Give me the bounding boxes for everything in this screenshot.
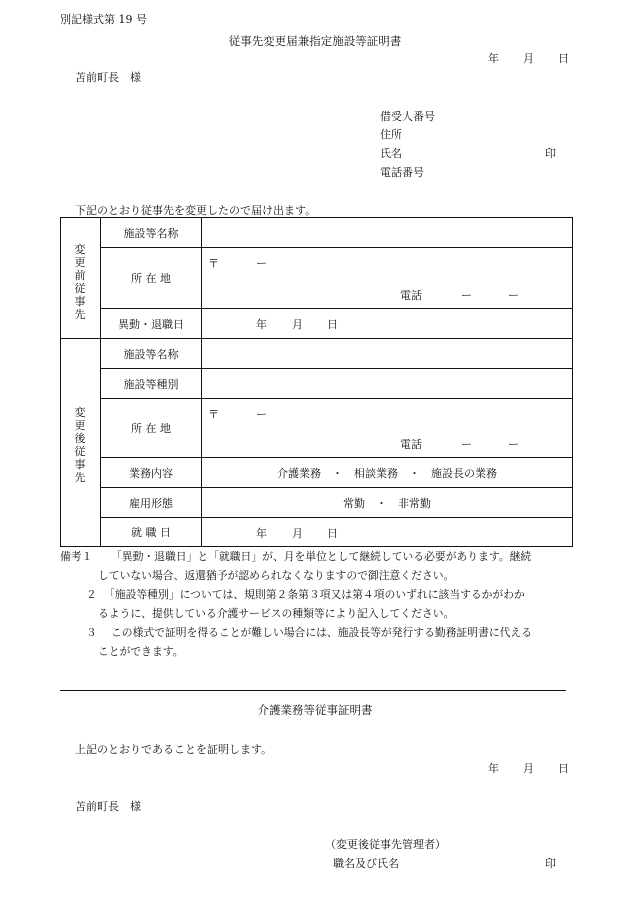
after-phone-label: 電話 xyxy=(400,438,422,451)
borrower-number-label: 借受人番号 xyxy=(380,110,435,123)
certificate-day-label: 日 xyxy=(558,762,569,775)
after-postal-mark: 〒 xyxy=(208,408,219,421)
note-2-label: ２ xyxy=(86,588,97,601)
before-facility-name-label: 施設等名称 xyxy=(123,226,179,240)
note-1-line-1: 「異動・退職日」と「就職日」が、月を単位として継続している必要があります。継続 xyxy=(111,550,532,563)
after-start-date-label: 就 職 日 xyxy=(131,526,171,539)
page-title: 従事先変更届兼指定施設等証明書 xyxy=(228,34,402,48)
certificate-addressee: 苫前町長 様 xyxy=(75,800,141,813)
after-day-label: 日 xyxy=(327,527,338,540)
after-facility-type-label: 施設等種別 xyxy=(123,377,179,391)
note-1-line-2: していない場合、返還猶予が認められなくなりますので御注意ください。 xyxy=(98,569,455,582)
section-divider xyxy=(60,690,566,691)
after-year-label: 年 xyxy=(256,527,267,540)
after-location-label: 所 在 地 xyxy=(131,422,171,435)
certificate-statement: 上記のとおりであることを証明します。 xyxy=(75,743,273,756)
before-side-label: 変更前従事先 xyxy=(74,243,86,321)
before-phone-dash-2: ー xyxy=(508,289,519,302)
before-year-label: 年 xyxy=(256,318,267,331)
name-label: 氏名 xyxy=(380,147,402,160)
before-phone-dash-1: ー xyxy=(461,289,472,302)
after-employment-label: 雇用形態 xyxy=(129,496,173,510)
before-day-label: 日 xyxy=(327,318,338,331)
title-and-name-label: 職名及び氏名 xyxy=(333,857,399,870)
certificate-month-label: 月 xyxy=(523,762,534,775)
seal-mark: 印 xyxy=(545,147,556,160)
note-3-line-2: ことができます。 xyxy=(98,645,184,658)
note-2-line-2: るように、提供している介護サービスの種類等により記入してください。 xyxy=(98,607,455,620)
after-postal-dash: ー xyxy=(256,408,267,421)
date-month-label: 月 xyxy=(523,52,534,65)
after-work-options: 介護業務 ・ 相談業務 ・ 施設長の業務 xyxy=(277,466,497,480)
note-1-label: 備考１ xyxy=(60,550,93,563)
after-work-content-label: 業務内容 xyxy=(129,466,173,480)
certificate-year-label: 年 xyxy=(488,762,499,775)
after-phone-dash-2: ー xyxy=(508,438,519,451)
after-side-label: 変更後従事先 xyxy=(74,406,86,484)
after-facility-name-label: 施設等名称 xyxy=(123,347,179,361)
before-postal-dash: ー xyxy=(256,257,267,270)
before-postal-mark: 〒 xyxy=(208,257,219,270)
before-month-label: 月 xyxy=(292,318,303,331)
note-3-label: ３ xyxy=(86,626,97,639)
after-phone-dash-1: ー xyxy=(461,438,472,451)
before-phone-label: 電話 xyxy=(400,289,422,302)
before-retire-date-label: 異動・退職日 xyxy=(118,317,184,331)
address-label: 住所 xyxy=(380,128,402,141)
certificate-seal-mark: 印 xyxy=(545,857,556,870)
date-day-label: 日 xyxy=(558,52,569,65)
note-3-line-1: この様式で証明を得ることが難しい場合には、施設長等が発行する勤務証明書に代える xyxy=(111,626,533,639)
certificate-title: 介護業務等従事証明書 xyxy=(257,703,373,717)
note-2-line-1: 「施設等種別」については、規則第２条第３項又は第４項のいずれに該当するかがわか xyxy=(104,588,525,601)
before-location-label: 所 在 地 xyxy=(131,272,171,285)
form-number: 別記様式第 19 号 xyxy=(60,13,147,26)
date-year-label: 年 xyxy=(488,52,499,65)
after-month-label: 月 xyxy=(292,527,303,540)
after-employment-options: 常勤 ・ 非常勤 xyxy=(343,496,431,510)
intro-text: 下記のとおり従事先を変更したので届け出ます。 xyxy=(75,204,317,217)
manager-label: （変更後従事先管理者） xyxy=(325,838,446,851)
addressee: 苫前町長 様 xyxy=(75,71,141,84)
phone-label: 電話番号 xyxy=(380,166,424,179)
